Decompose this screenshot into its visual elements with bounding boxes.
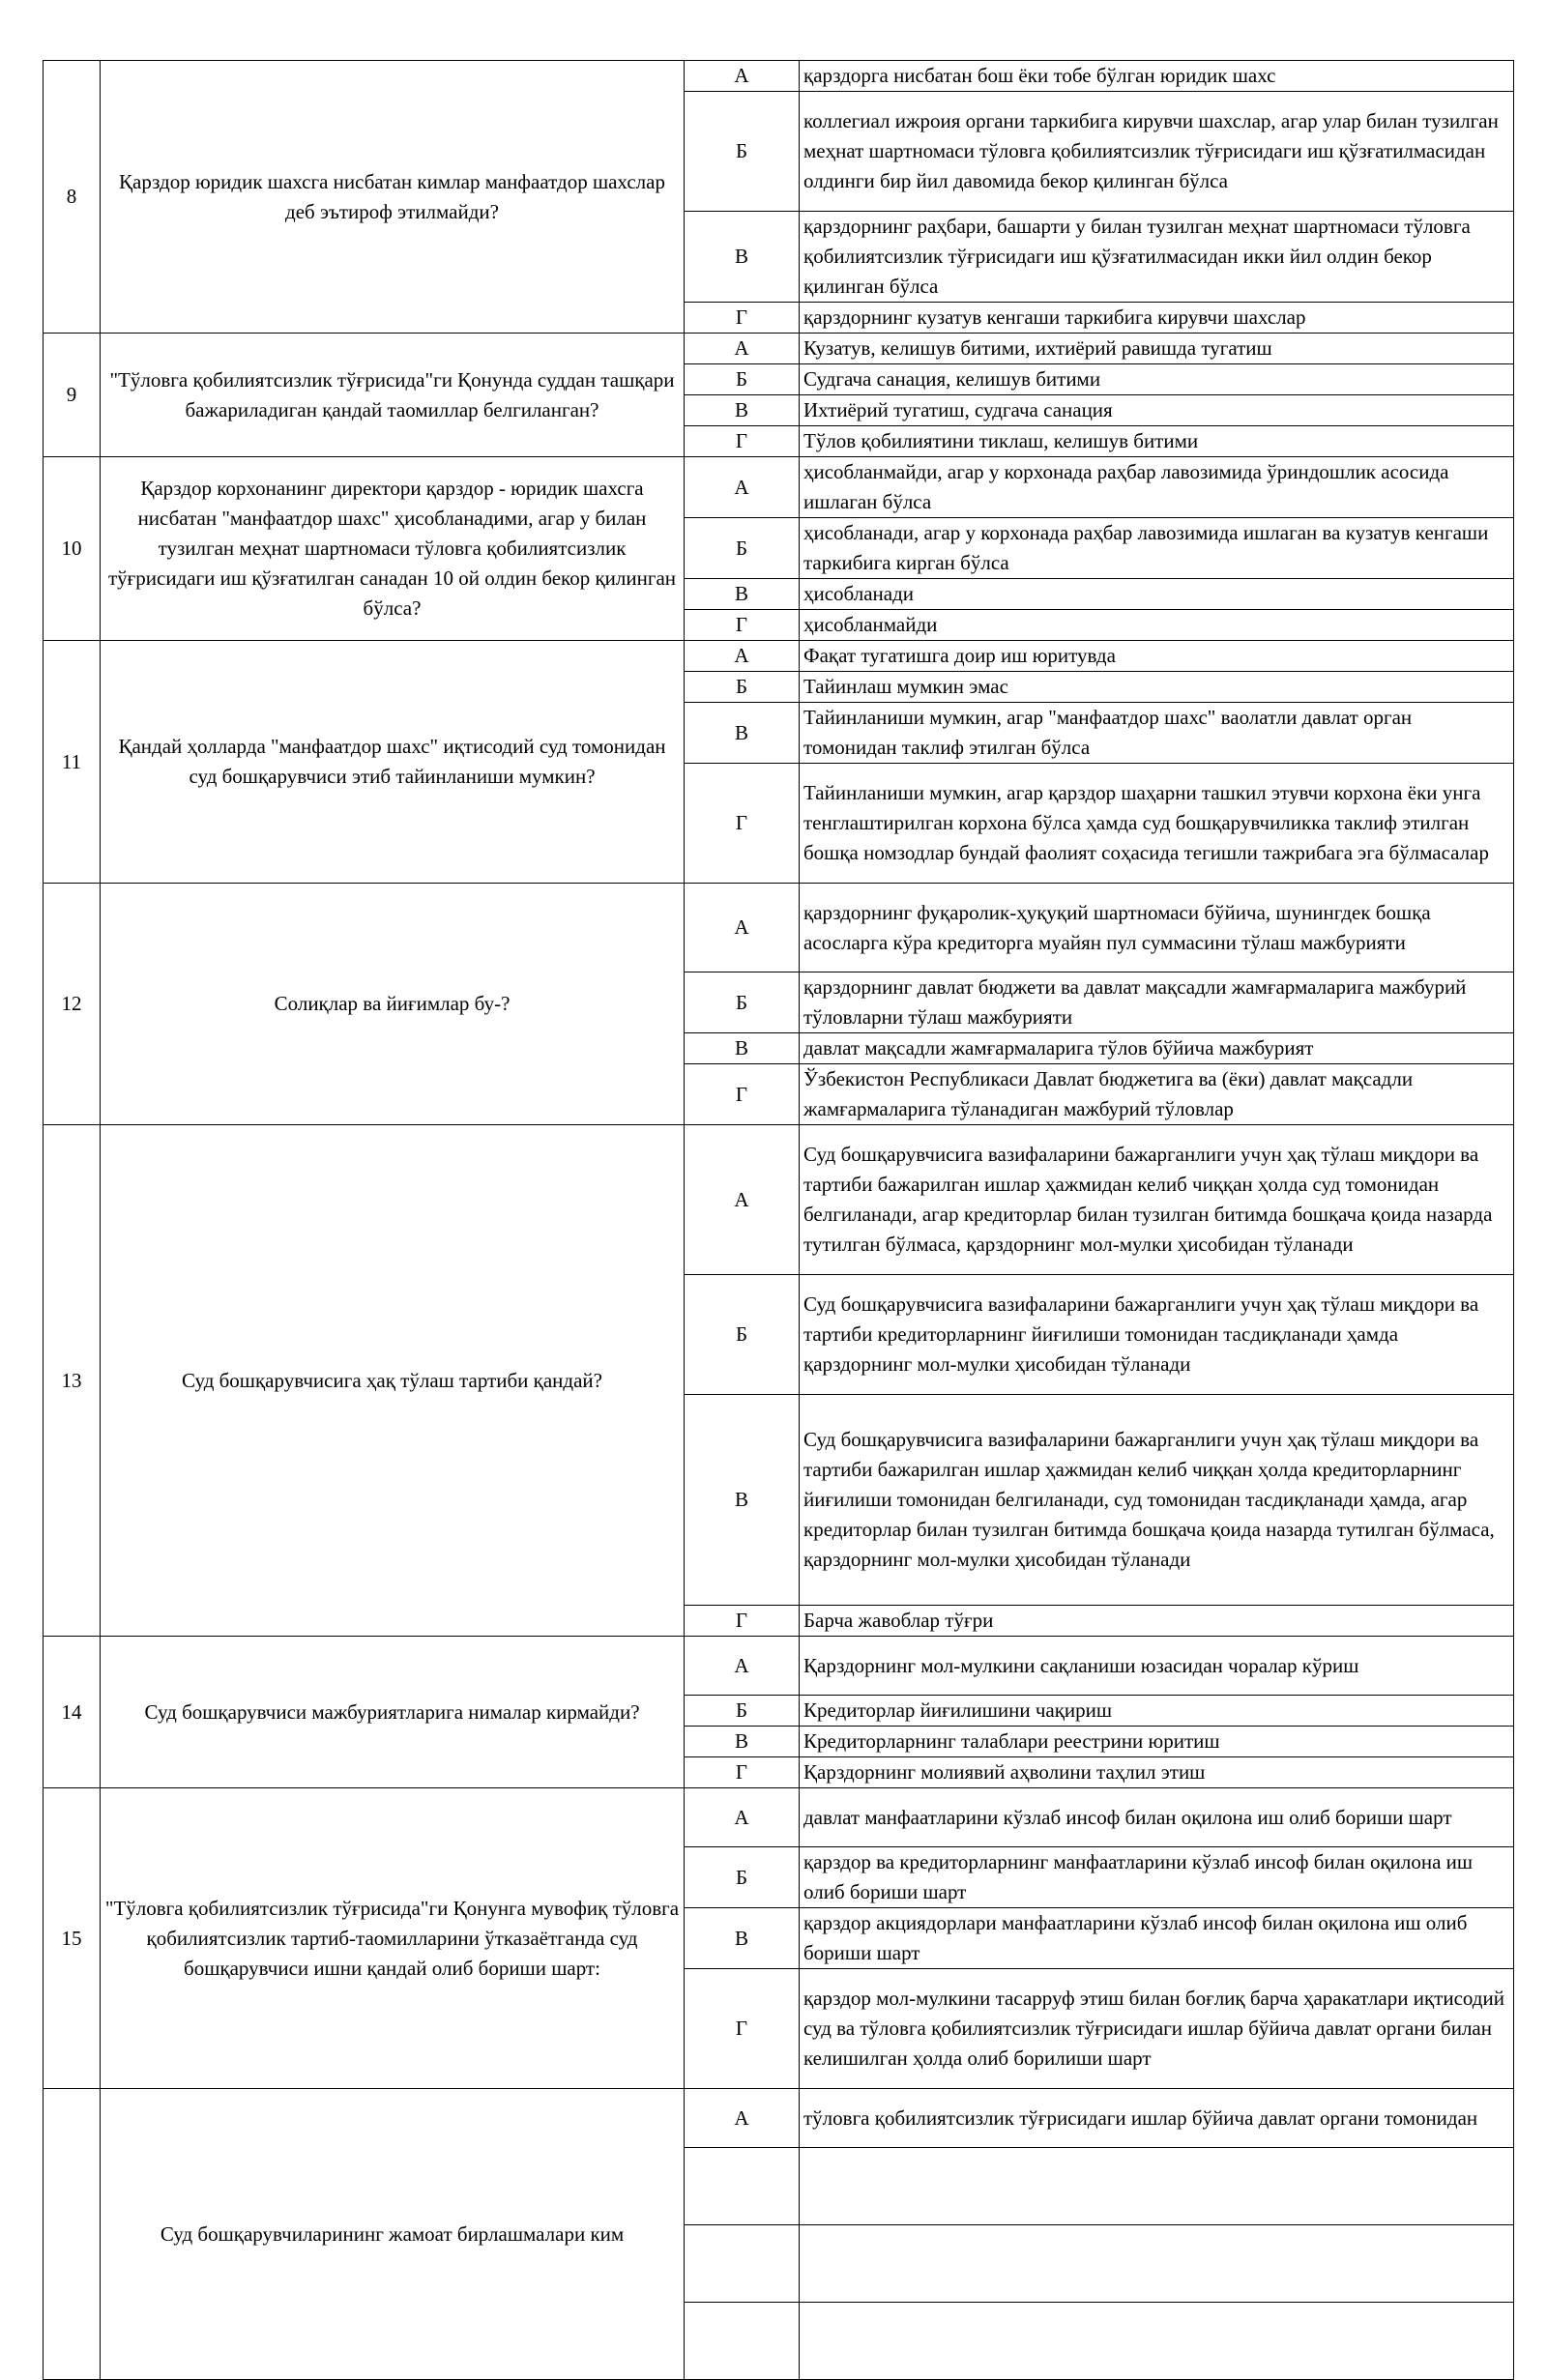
option-text: қарздор ва кредиторларнинг манфаатларини кўзлаб инсоф билан оқилона иш олиб бориши шарт [800,1847,1514,1908]
question-row [44,457,1514,518]
question-row [44,2089,1514,2148]
question-text: Қарздор корхонанинг директори қарздор - юридик шахсга нисбатан "манфаатдор шахс" ҳисобланадими, агар у билан тузилган меҳнат шартномаси тўловга қобилиятсизлик тўғрисидаги иш қўзғатилган санадан 10 ой олдин бекор қилинган бўлса? [101,457,685,641]
question-number: 13 [44,1125,101,1637]
option-letter: А [685,1788,800,1847]
option-letter: А [685,457,800,518]
option-text [800,2148,1514,2225]
option-letter: А [685,1125,800,1275]
option-text: Қарздорнинг мол-мулкини сақланиши юзасидан чоралар кўриш [800,1637,1514,1696]
option-letter: Б [685,1696,800,1727]
option-text: Тўлов қобилиятини тиклаш, келишув битими [800,426,1514,457]
question-row [44,61,1514,92]
option-letter [685,2225,800,2303]
option-text: коллегиал ижроия органи таркибига кирувчи шахслар, агар улар билан тузилган меҳнат шартномаси тўловга қобилиятсизлик тўғрисидаги иш қўзғатилмасидан олдинги бир йил давомида бекор қилинган бўлса [800,92,1514,212]
option-letter: В [685,1395,800,1606]
option-letter: Б [685,1847,800,1908]
option-letter: Г [685,426,800,457]
option-text: тўловга қобилиятсизлик тўғрисидаги ишлар бўйича давлат органи томонидан [800,2089,1514,2148]
option-letter: В [685,212,800,303]
option-text: Қарздорнинг молиявий аҳволини таҳлил этиш [800,1757,1514,1788]
questions-table [43,60,1514,2380]
option-text: Суд бошқарувчисига вазифаларини бажарганлиги учун ҳақ тўлаш миқдори ва тартиби бажарилган ишлар ҳажмидан келиб чиққан ҳолда кредиторларнинг йиғилиши томонидан белгиланади, суд томонидан тасдиқланади ҳамда, агар кредиторлар билан тузилган битимда бошқача қоида назарда тутилган бўлмаса, қарздорнинг мол-мулки ҳисобидан тўланади [800,1395,1514,1606]
option-text: Кредиторларнинг талаблари реестрини юритиш [800,1727,1514,1757]
option-letter: Г [685,1757,800,1788]
option-letter: Б [685,672,800,703]
option-text: ҳисобланмайди [800,610,1514,641]
option-text: Суд бошқарувчисига вазифаларини бажарганлиги учун ҳақ тўлаш миқдори ва тартиби бажарилган ишлар ҳажмидан келиб чиққан ҳолда суд томонидан белгиланади, агар кредиторлар билан тузилган битимда бошқача қоида назарда тутилган бўлмаса, қарздорнинг мол-мулки ҳисобидан тўланади [800,1125,1514,1275]
question-number: 11 [44,641,101,884]
option-text: Ихтиёрий тугатиш, судгача санация [800,395,1514,426]
option-text: ҳисобланади [800,579,1514,610]
option-letter: А [685,2089,800,2148]
question-number: 12 [44,884,101,1125]
option-text: қарздорнинг фуқаролик-ҳуқуқий шартномаси бўйича, шунингдек бошқа асосларга кўра кредиторга муайян пул суммасини тўлаш мажбурияти [800,884,1514,972]
question-number: 14 [44,1637,101,1788]
option-text: қарздор акциядорлари манфаатларини кўзлаб инсоф билан оқилона иш олиб бориши шарт [800,1908,1514,1969]
question-row [44,1788,1514,1847]
question-number: 15 [44,1788,101,2089]
option-letter: Б [685,364,800,395]
option-text: Барча жавоблар тўғри [800,1606,1514,1637]
option-letter: А [685,334,800,364]
question-number [44,2089,101,2380]
option-text: қарздорнинг кузатув кенгаши таркибига кирувчи шахслар [800,303,1514,334]
option-letter: В [685,1727,800,1757]
option-letter: Г [685,1606,800,1637]
option-letter: В [685,703,800,764]
option-text: қарздорнинг раҳбари, башарти у билан тузилган меҳнат шартномаси тўловга қобилиятсизлик тўғрисидаги иш қўзғатилмасидан икки йил олдин бекор қилинган бўлса [800,212,1514,303]
question-text: Суд бошқарувчиси мажбуриятларига нималар кирмайди? [101,1637,685,1788]
option-letter [685,2303,800,2380]
question-row [44,641,1514,672]
option-text: Суд бошқарувчисига вазифаларини бажарганлиги учун ҳақ тўлаш миқдори ва тартиби кредиторларнинг йиғилиши томонидан тасдиқланади ҳамда қарздорнинг мол-мулки ҳисобидан тўланади [800,1275,1514,1395]
question-text: Суд бошқарувчиларининг жамоат бирлашмалари ким [101,2089,685,2380]
option-letter [685,2148,800,2225]
question-text: "Тўловга қобилиятсизлик тўғрисида"ги Қонунга мувофиқ тўловга қобилиятсизлик тартиб-таомилларини ўтказаётганда суд бошқарувчиси ишни қандай олиб бориши шарт: [101,1788,685,2089]
question-row [44,884,1514,972]
option-letter: Б [685,1275,800,1395]
table-viewport [43,60,1520,2246]
option-letter: Г [685,610,800,641]
question-text: Солиқлар ва йиғимлар бу-? [101,884,685,1125]
option-text: қарздорга нисбатан бош ёки тобе бўлган юридик шахс [800,61,1514,92]
option-text [800,2303,1514,2380]
option-text: Тайинланиши мумкин, агар "манфаатдор шахс" ваолатли давлат орган томонидан таклиф этилган бўлса [800,703,1514,764]
question-text: Қандай ҳолларда "манфаатдор шахс" иқтисодий суд томонидан суд бошқарувчиси этиб тайинланиши мумкин? [101,641,685,884]
question-text: "Тўловга қобилиятсизлик тўғрисида"ги Қонунда суддан ташқари бажариладиган қандай таомиллар белгиланган? [101,334,685,457]
option-letter: Б [685,518,800,579]
option-letter: Г [685,303,800,334]
option-text: Ўзбекистон Республикаси Давлат бюджетига ва (ёки) давлат мақсадли жамғармаларига тўланадиган мажбурий тўловлар [800,1064,1514,1125]
option-text: қарздор мол-мулкини тасарруф этиш билан боғлиқ барча ҳаракатлари иқтисодий суд ва тўловга қобилиятсизлик тўғрисидаги ишлар бўйича давлат органи билан келишилган ҳолда олиб борилиши шарт [800,1969,1514,2089]
option-text: давлат манфаатларини кўзлаб инсоф билан оқилона иш олиб бориши шарт [800,1788,1514,1847]
option-letter: А [685,884,800,972]
option-text: давлат мақсадли жамғармаларига тўлов бўйича мажбурият [800,1033,1514,1064]
option-letter: В [685,1033,800,1064]
question-number: 10 [44,457,101,641]
option-letter: Г [685,1064,800,1125]
option-letter: В [685,579,800,610]
option-letter: Б [685,92,800,212]
questions-table-body [44,61,1514,2380]
option-text: Фақат тугатишга доир иш юритувда [800,641,1514,672]
option-letter: А [685,641,800,672]
option-letter: А [685,61,800,92]
option-letter: В [685,1908,800,1969]
option-letter: Г [685,764,800,884]
option-text: қарздорнинг давлат бюджети ва давлат мақсадли жамғармаларига мажбурий тўловларни тўлаш мажбурияти [800,972,1514,1033]
option-letter: А [685,1637,800,1696]
question-row [44,334,1514,364]
option-letter: Г [685,1969,800,2089]
option-text: Кредиторлар йиғилишини чақириш [800,1696,1514,1727]
option-text: Кузатув, келишув битими, ихтиёрий равишда тугатиш [800,334,1514,364]
question-number: 8 [44,61,101,334]
option-text [800,2225,1514,2303]
question-row [44,1125,1514,1275]
option-text: Тайинланиши мумкин, агар қарздор шаҳарни ташкил этувчи корхона ёки унга тенглаштирилган корхона бўлса ҳамда суд бошқарувчиликка таклиф этилган бошқа номзодлар бундай фаолият соҳасида тегишли тажрибага эга бўлмасалар [800,764,1514,884]
question-text: Қарздор юридик шахсга нисбатан кимлар манфаатдор шахслар деб эътироф этилмайди? [101,61,685,334]
option-letter: В [685,395,800,426]
option-text: Судгача санация, келишув битими [800,364,1514,395]
question-text: Суд бошқарувчисига ҳақ тўлаш тартиби қандай? [101,1125,685,1637]
option-letter: Б [685,972,800,1033]
option-text: ҳисобланади, агар у корхонада раҳбар лавозимида ишлаган ва кузатув кенгаши таркибига кирган бўлса [800,518,1514,579]
option-text: Тайинлаш мумкин эмас [800,672,1514,703]
option-text: ҳисобланмайди, агар у корхонада раҳбар лавозимида ўриндошлик асосида ишлаган бўлса [800,457,1514,518]
question-row [44,1637,1514,1696]
question-number: 9 [44,334,101,457]
